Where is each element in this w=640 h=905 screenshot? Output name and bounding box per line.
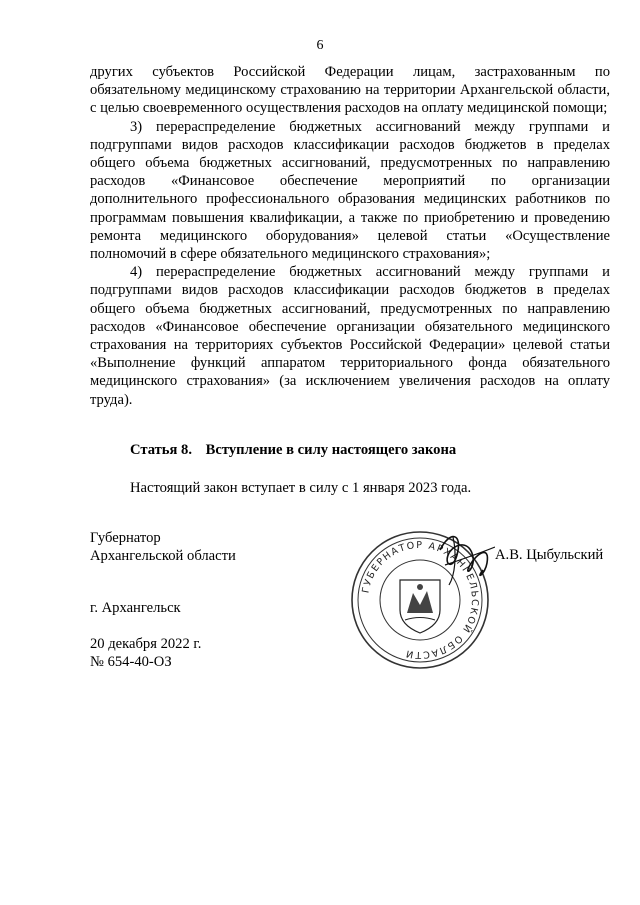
document-body xyxy=(90,63,610,409)
signatory-position xyxy=(90,529,236,565)
place-of-signing: г. Архангельск xyxy=(90,600,181,616)
article-heading xyxy=(130,442,456,459)
law-number: № 654-40-ОЗ xyxy=(90,654,172,671)
entry-into-force-text: Настоящий закон вступает в силу с 1 января 2023 года. xyxy=(130,480,472,496)
signatory-position-line1: Губернатор xyxy=(90,530,161,546)
signatory-name: А.В. Цыбульский xyxy=(495,547,604,563)
document-date-number xyxy=(90,635,201,671)
article-title: Вступление в силу настоящего закона xyxy=(205,442,457,458)
signatory-position-line2: Архангельской области xyxy=(90,548,236,565)
svg-text:ГУБЕРНАТОР АРХАНГЕЛЬСКОЙ ОБЛАС: ГУБЕРНАТОР АРХАНГЕЛЬСКОЙ ОБЛАСТИ xyxy=(360,539,481,661)
article-number: Статья 8. xyxy=(130,442,192,458)
paragraph-item-3: 3) перераспределение бюджетных ассигнований между группами и подгруппами видов расходов классификации расходов бюджетов в пределах общего объема бюджетных ассигнований, предусмотренных по направлению расходов «Финансовое обеспечение мероприятий по организации дополнительного профессионального образования медицинских работников по программам повышения квалификации, а также по приобретению и проведению ремонта медицинского оборудования» целевой статьи «Осуществление полномочий в сфере обязательного медицинского страхования»; xyxy=(90,118,610,263)
document-date: 20 декабря 2022 г. xyxy=(90,636,202,652)
paragraph-item-4: 4) перераспределение бюджетных ассигнований между группами и подгруппами видов расходов классификации расходов бюджетов в пределах общего объема бюджетных ассигнований, предусмотренных по направлению расходов «Финансовое обеспечение организации обязательного медицинского страхования на территориях субъектов Российской Федерации» целевой статьи «Выполнение функций аппаратом территориального фонда обязательного медицинского страхования» (за исключением увеличения расходов на оплату труда). xyxy=(90,264,610,408)
official-seal-icon xyxy=(345,525,495,675)
page-number: 6 xyxy=(316,38,324,53)
paragraph-continuation: других субъектов Российской Федерации лицам, застрахованным по обязательному медицинскому страхованию на территории Архангельской области, с целью своевременного осуществления расходов на оплату медицинской помощи; xyxy=(90,64,610,117)
